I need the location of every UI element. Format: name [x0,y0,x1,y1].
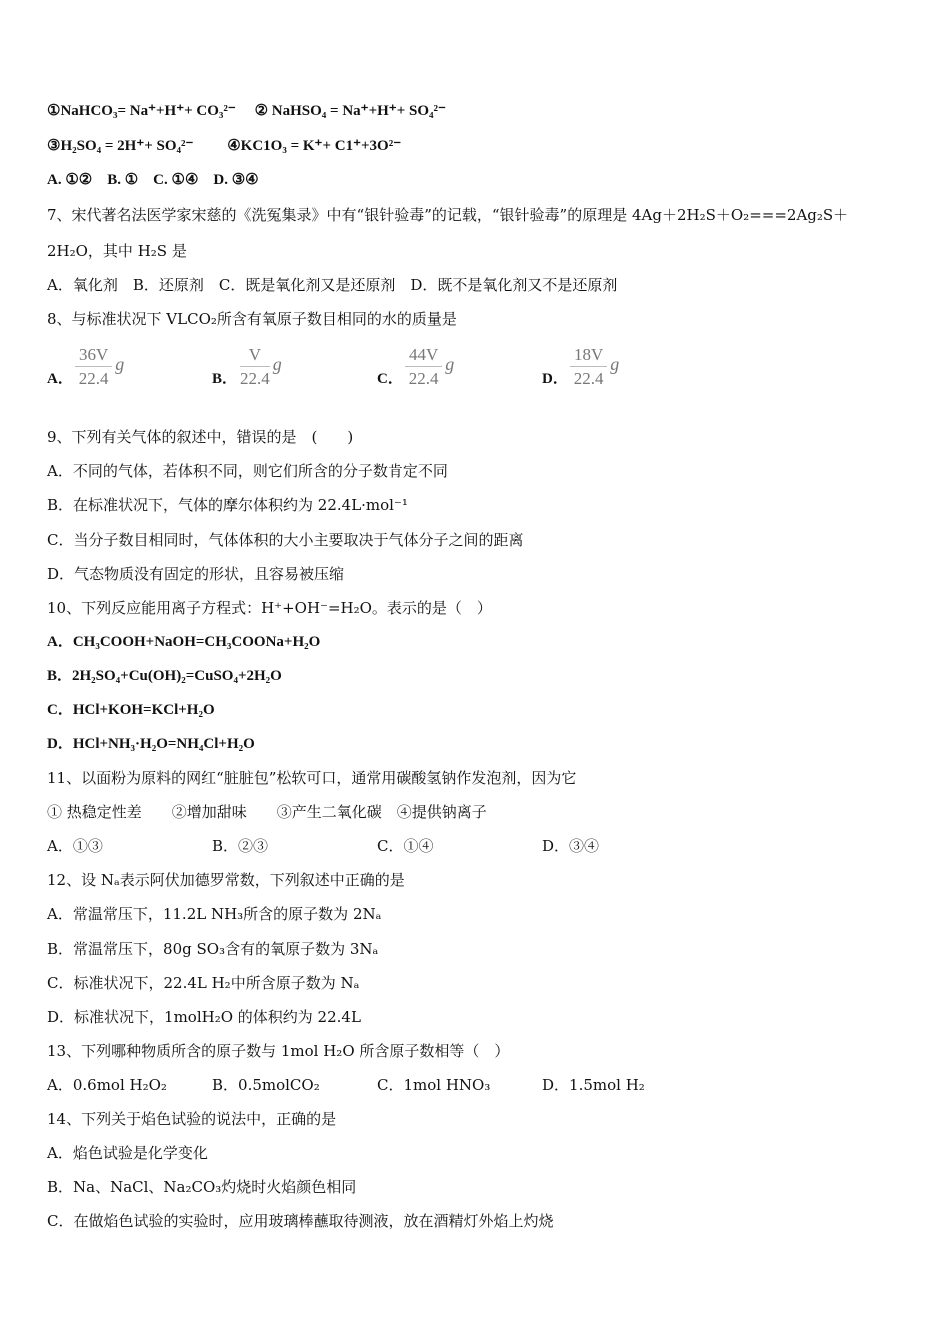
unit: g [272,354,282,374]
numerator: 44V [405,344,442,367]
q11-option-c: C．①④ [377,837,434,855]
fraction [405,344,455,391]
option-label: D． [542,371,568,387]
q12-option-c: C．标准状况下，22.4L H₂中所含原子数为 Nₐ [47,974,360,992]
q8-option-c [377,345,455,389]
numerator: 36V [75,344,112,367]
q9-option-a: A．不同的气体，若体积不同，则它们所含的分子数肯定不同 [47,462,448,480]
q14-stem: 14、下列关于焰色试验的说法中，正确的是 [47,1110,337,1128]
q13-option-d: D．1.5mol H₂ [542,1076,645,1094]
q10-option-c: C．HCl+KOH=KCl+H₂O [47,702,215,718]
q10-option-d: D．HCl+NH₃·H₂O=NH₄Cl+H₂O [47,736,255,752]
q14-option-b: B．Na、NaCl、Na₂CO₃灼烧时火焰颜色相同 [47,1178,357,1196]
q8-stem: 8、与标准状况下 VLCO₂所含有氧原子数目相同的水的质量是 [47,310,457,328]
q14-option-c: C．在做焰色试验的实验时，应用玻璃棒蘸取待测液，放在酒精灯外焰上灼烧 [47,1212,554,1230]
q8-option-a [47,345,125,389]
q13-option-a: A．0.6mol H₂O₂ [47,1076,167,1094]
unit: g [610,354,620,374]
q11-stem: 11、以面粉为原料的网红“脏脏包”松软可口，通常用碳酸氢钠作发泡剂，因为它 [47,769,577,787]
q12-option-a: A．常温常压下，11.2L NH₃所含的原子数为 2Nₐ [47,905,382,923]
q7-options: A．氧化剂 B．还原剂 C．既是氧化剂又是还原剂 D．既不是氧化剂又不是还原剂 [47,276,618,294]
q11-items: ① 热稳定性差 ②增加甜味 ③产生二氧化碳 ④提供钠离子 [47,803,487,821]
q6-equation-line-2: ③H₂SO₄ = 2H⁺+ SO₄²⁻ ④KC1O₃ = K⁺+ C1⁺+3O²⁻ [47,138,402,154]
q14-option-a: A．焰色试验是化学变化 [47,1144,208,1162]
q6-options: A. ①② B. ① C. ①④ D. ③④ [47,172,259,188]
q10-option-b: B．2H₂SO₄+Cu(OH)₂=CuSO₄+2H₂O [47,668,282,684]
q7-stem-line-1: 7、宋代著名法医学家宋慈的《洗冤集录》中有“银针验毒”的记载，“银针验毒”的原理是 4Ag＋2H₂S＋O₂===2Ag₂S＋ [47,206,849,224]
q13-option-b: B．0.5molCO₂ [212,1076,320,1094]
q11-option-a: A．①③ [47,837,103,855]
fraction [240,344,282,391]
q9-option-c: C．当分子数目相同时，气体体积的大小主要取决于气体分子之间的距离 [47,531,524,549]
denominator: 22.4 [78,369,109,388]
q10-stem: 10、下列反应能用离子方程式：H⁺+OH⁻=H₂O。表示的是（ ） [47,599,492,617]
q13-option-c: C．1mol HNO₃ [377,1076,491,1094]
denominator: 22.4 [573,369,604,388]
q6-equation-line-1: ①NaHCO₃= Na⁺+H⁺+ CO₃²⁻ ② NaHSO₄ = Na⁺+H⁺+ SO₄²⁻ [47,103,446,119]
q9-stem: 9、下列有关气体的叙述中，错误的是 ( ) [47,428,354,446]
option-label: A． [47,371,73,387]
fraction [570,344,620,391]
denominator: 22.4 [408,369,439,388]
option-label: B． [212,371,238,387]
q11-option-d: D．③④ [542,837,600,855]
option-label: C． [377,371,403,387]
q12-stem: 12、设 Nₐ表示阿伏加德罗常数，下列叙述中正确的是 [47,871,405,889]
q9-option-b: B．在标准状况下，气体的摩尔体积约为 22.4L·mol⁻¹ [47,496,408,514]
unit: g [115,354,125,374]
q10-option-a: A．CH₃COOH+NaOH=CH₃COONa+H₂O [47,634,321,650]
q8-option-b [212,345,282,389]
denominator: 22.4 [240,369,270,388]
q8-options [47,345,907,388]
q9-option-d: D．气态物质没有固定的形状，且容易被压缩 [47,565,345,583]
numerator: 18V [570,344,607,367]
numerator: V [240,344,270,367]
fraction [75,344,125,391]
q13-stem: 13、下列哪种物质所含的原子数与 1mol H₂O 所含原子数相等（ ） [47,1042,510,1060]
q11-options [47,836,907,856]
q13-options [47,1075,907,1095]
q7-stem-line-2: 2H₂O，其中 H₂S 是 [47,242,187,260]
q11-option-b: B．②③ [212,837,269,855]
q8-option-d [542,345,620,389]
q12-option-b: B．常温常压下，80g SO₃含有的氧原子数为 3Nₐ [47,940,379,958]
q12-option-d: D．标准状况下，1molH₂O 的体积约为 22.4L [47,1008,361,1026]
unit: g [445,354,455,374]
